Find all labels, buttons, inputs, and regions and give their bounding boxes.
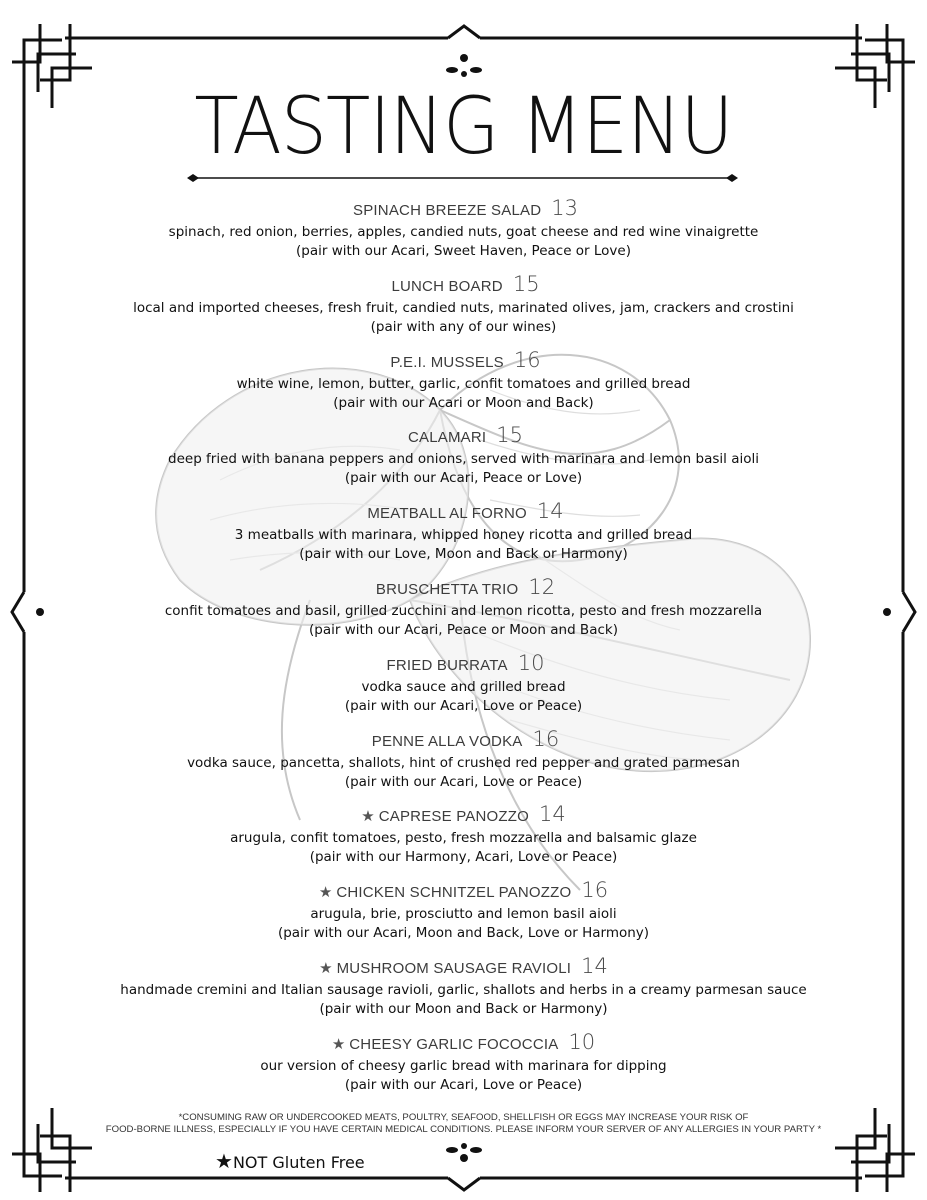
menu-item-name: BRUSCHETTA TRIO bbox=[375, 580, 519, 598]
menu-item bbox=[60, 1027, 867, 1103]
menu-item-pairing: (pair with our Love, Moon and Back or Harmony) bbox=[299, 546, 628, 563]
menu-item-name: P.E.I. MUSSELS bbox=[390, 353, 504, 371]
menu-item-name: CALAMARI bbox=[407, 429, 487, 447]
menu-item-description: vodka sauce, pancetta, shallots, hint of crushed red pepper and grated parmesan bbox=[187, 754, 740, 771]
menu-item-name: SPINACH BREEZE SALAD bbox=[353, 202, 542, 219]
menu-item-name: CAPRESE PANOZZO bbox=[378, 808, 529, 826]
gluten-free-legend-text: NOT Gluten Free bbox=[232, 1153, 365, 1172]
menu-item-description: vodka sauce and grilled bread bbox=[361, 678, 566, 695]
menu-item-pairing: (pair with our Harmony, Acari, Love or Peace) bbox=[309, 849, 618, 866]
menu-item-description: arugula, brie, prosciutto and lemon basil aioli bbox=[310, 906, 617, 923]
menu-item-price: 16 bbox=[513, 347, 541, 372]
menu-item-price: 13 bbox=[551, 196, 578, 220]
menu-item-price: 16 bbox=[581, 878, 609, 903]
not-gluten-free-star-icon: ★ bbox=[361, 807, 375, 826]
disclaimer-line-1: *CONSUMING RAW OR UNDERCOOKED MEATS, POULTRY, SEAFOOD, SHELLFISH OR EGGS MAY INCREASE YOUR RISK OF bbox=[178, 1112, 749, 1123]
menu-item bbox=[60, 951, 867, 1027]
menu-item-price: 15 bbox=[496, 423, 524, 448]
menu-item bbox=[60, 420, 867, 496]
menu-item-description: deep fried with banana peppers and onions, served with marinara and lemon basil aioli bbox=[168, 451, 759, 468]
menu-item-name: CHEESY GARLIC FOCOCCIA bbox=[349, 1035, 559, 1053]
menu-item bbox=[60, 724, 867, 800]
menu-item bbox=[60, 875, 867, 951]
menu-item-pairing: (pair with our Acari, Moon and Back, Love or Harmony) bbox=[277, 925, 650, 942]
menu-item-price: 10 bbox=[568, 1029, 596, 1054]
menu-item-pairing: (pair with our Acari, Love or Peace) bbox=[344, 697, 583, 714]
menu-item-price: 12 bbox=[528, 574, 556, 599]
allergy-disclaimer bbox=[40, 1112, 887, 1136]
not-gluten-free-star-icon: ★ bbox=[331, 1034, 346, 1053]
menu-item-name: FRIED BURRATA bbox=[386, 656, 508, 674]
menu-item bbox=[60, 193, 867, 269]
title-underline-ornament bbox=[185, 172, 740, 184]
menu-item-description: handmade cremini and Italian sausage ravioli, garlic, shallots and herbs in a creamy parmesan sauce bbox=[120, 981, 807, 998]
menu-item-pairing: (pair with our Acari or Moon and Back) bbox=[333, 394, 594, 411]
gluten-free-legend bbox=[215, 1149, 365, 1173]
menu-item-name: MEATBALL AL FORNO bbox=[367, 505, 527, 523]
menu-item-pairing: (pair with our Acari, Peace or Moon and Back) bbox=[309, 621, 618, 638]
menu-item bbox=[60, 269, 867, 345]
menu-item bbox=[60, 345, 867, 421]
menu-item-description: white wine, lemon, butter, garlic, confit tomatoes and grilled bread bbox=[236, 375, 691, 392]
menu-item-description: arugula, confit tomatoes, pesto, fresh mozzarella and balsamic glaze bbox=[230, 830, 697, 847]
menu-item bbox=[60, 799, 867, 875]
menu-item-price: 14 bbox=[538, 802, 566, 827]
menu-item-description: 3 meatballs with marinara, whipped honey ricotta and grilled bread bbox=[234, 527, 693, 544]
page-title: TASTING MENU bbox=[194, 82, 733, 172]
menu-item-description: local and imported cheeses, fresh fruit, candied nuts, marinated olives, jam, crackers and crostini bbox=[133, 299, 794, 316]
menu-item-price: 15 bbox=[512, 271, 540, 296]
menu-item-pairing: (pair with our Acari, Sweet Haven, Peace or Love) bbox=[296, 243, 631, 259]
menu-item-name: CHICKEN SCHNITZEL PANOZZO bbox=[336, 884, 572, 902]
menu-item-price: 16 bbox=[532, 726, 560, 751]
menu-item-price: 14 bbox=[536, 499, 564, 524]
not-gluten-free-star-icon: ★ bbox=[318, 883, 333, 902]
menu-item-pairing: (pair with our Acari, Peace or Love) bbox=[344, 470, 583, 487]
not-gluten-free-star-icon: ★ bbox=[319, 958, 333, 977]
star-icon: ★ bbox=[215, 1149, 233, 1173]
menu-items-list bbox=[60, 193, 867, 1103]
menu-item-name: PENNE ALLA VODKA bbox=[371, 732, 523, 750]
disclaimer-line-2: FOOD-BORNE ILLNESS, ESPECIALLY IF YOU HAVE CERTAIN MEDICAL CONDITIONS. PLEASE INFORM YOUR SERVER OF ANY ALLERGIES IN YOUR PARTY * bbox=[105, 1124, 822, 1135]
menu-item-name: LUNCH BOARD bbox=[391, 277, 503, 295]
menu-item bbox=[60, 496, 867, 572]
menu-item-pairing: (pair with our Moon and Back or Harmony) bbox=[319, 1000, 608, 1017]
menu-item-name: MUSHROOM SAUSAGE RAVIOLI bbox=[336, 959, 572, 977]
menu-item-description: spinach, red onion, berries, apples, candied nuts, goat cheese and red wine vinaigrette bbox=[168, 224, 759, 240]
menu-item-description: our version of cheesy garlic bread with marinara for dipping bbox=[260, 1057, 667, 1074]
menu-item-description: confit tomatoes and basil, grilled zucchini and lemon ricotta, pesto and fresh mozzarella bbox=[164, 602, 763, 619]
menu-item bbox=[60, 648, 867, 724]
menu-item-pairing: (pair with our Acari, Love or Peace) bbox=[344, 773, 583, 790]
menu-item-price: 14 bbox=[581, 953, 608, 978]
menu-item-pairing: (pair with our Acari, Love or Peace) bbox=[344, 1076, 583, 1093]
menu-item bbox=[60, 572, 867, 648]
menu-item-price: 10 bbox=[517, 650, 545, 675]
menu-item-pairing: (pair with any of our wines) bbox=[370, 318, 557, 335]
